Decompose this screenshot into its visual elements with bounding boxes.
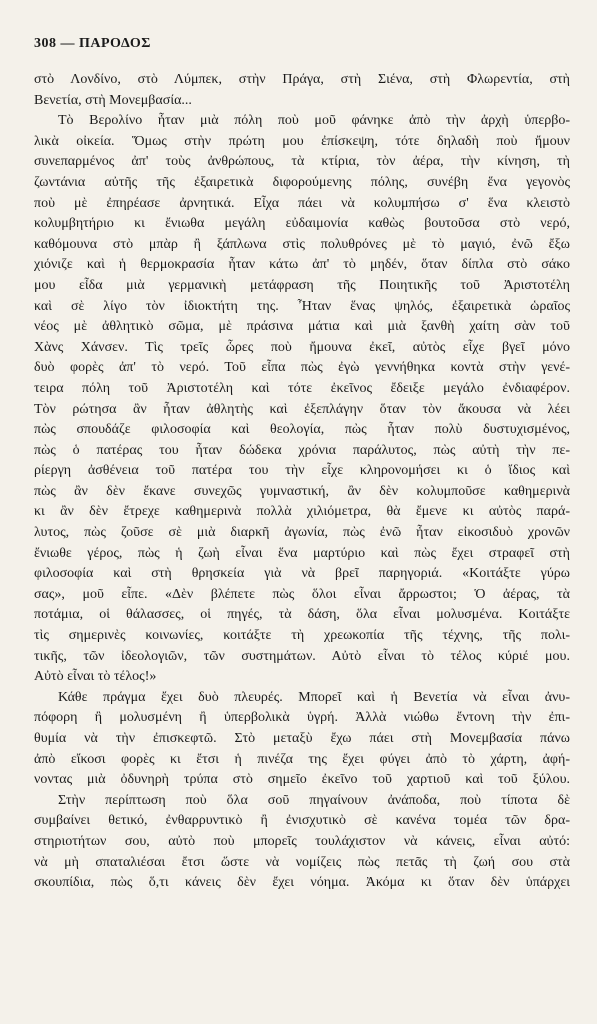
text-line: λικὰ οἰκεία. Ὅμως στὴν πρώτη μου ἐπίσκεψη, τότε δηλαδὴ ποὺ ἤμουν	[34, 133, 570, 149]
text-line: φιλοσοφία καὶ στὴ θρησκεία γιὰ νὰ βρεῖ παρηγοριά. «Κοιτάξτε γύρω	[34, 566, 570, 582]
body-text	[34, 70, 570, 894]
text-line: Βενετία, στὴ Μονεμβασία...	[34, 92, 192, 108]
text-line: πὼς ὁ πατέρας του ἦταν δώδεκα χρόνια παράλυτος, πὼς αὐτὴ τὴν πε-	[34, 442, 570, 458]
text-line: νέος μὲ ἀθλητικὸ σῶμα, μὲ πράσινα μάτια καὶ μιὰ ξανθὴ χαίτη σὰν τοῦ	[34, 319, 570, 335]
text-line: συνεπαρμένος ἀπ' τοὺς ἀνθρώπους, τὰ κτίρια, τὸν ἀέρα, τὴν κίνηση, τὴ	[34, 154, 570, 170]
text-line: ἔνιωθε γέρος, πὼς ἡ ζωὴ εἶναι ἕνα μαρτύριο καὶ πὼς ἔχει στραφεῖ στὴ	[34, 545, 570, 561]
text-line: ποτάμια, οἱ θάλασσες, οἱ πηγές, τὰ δάση, ὅλα εἶναι μολυσμένα. Κοιτάξτε	[34, 607, 570, 623]
text-line: δυὸ φορὲς ἀπ' τὸ νερό. Τοῦ εἶπα πὼς ἐγὼ γεννήθηκα κοντὰ στὴν γενέ-	[34, 360, 570, 376]
text-line: κι ἂν δὲν ἔτρεχε καθημερινὰ πολλὰ χιλιόμετρα, θὰ ἔμενε κι αὐτὸς παρά-	[34, 504, 570, 520]
text-line: Χὰνς Χάνσεν. Τὶς τρεῖς ὧρες ποὺ ἤμουνα ἐκεῖ, αὐτὸς εἶχε βγεῖ μόνο	[34, 339, 570, 355]
text-line: μου εἶδα μιὰ γερμανικὴ μετάφραση τῆς Ποιητικῆς τοῦ Ἀριστοτέλη	[34, 277, 570, 293]
text-line: Τὸν ρώτησα ἂν ἦταν ἀθλητὴς καὶ ἐξεπλάγην ὅταν τὸν ἄκουσα νὰ λέει	[34, 401, 570, 417]
text-line: νὰ μὴ σπαταλιέσαι ἔτσι ὥστε νὰ νομίζεις πὼς πετᾶς τὴ ζωή σου στὰ	[34, 854, 570, 870]
text-line: συμβαίνει θετικό, ἐνθαρρυντικὸ ἢ ἐνισχυτικὸ σὲ κανένα τομέα τῶν δρα-	[34, 813, 570, 829]
text-line: Στὴν περίπτωση ποὺ ὅλα σοῦ πηγαίνουν ἀνάποδα, ποὺ τίποτα δὲ	[58, 792, 570, 808]
text-line: Τὸ Βερολίνο ἦταν μιὰ πόλη ποὺ μοῦ φάνηκε ἀπὸ τὴν ἀρχὴ ὑπερβο-	[58, 113, 570, 129]
text-line: λυτος, πὼς ζοῦσε σὲ μιὰ διαρκῆ ἀγωνία, πὼς ἐνῶ ἦταν εἰκοσιδυὸ χρονῶν	[34, 525, 570, 541]
text-line: ἀπὸ εἴκοσι φορὲς κι ἔτσι ἡ πινέζα της ἔχει φύγει ἀπὸ τὸ χάρτη, ἀφή-	[34, 751, 570, 767]
text-line: χιόνιζε καὶ ἡ θερμοκρασία ἦταν κάτω ἀπ' τὸ μηδέν, ὅταν δίπλα στὸ σάκο	[34, 257, 570, 273]
text-line: καὶ σὲ λίγο τὸν ἰδιοκτήτη της. Ἦταν ἕνας ψηλός, ἐξαιρετικὰ ὡραῖος	[34, 298, 570, 314]
text-line: θυμία νὰ τὴν ἐπισκεφτῶ. Στὸ μεταξὺ ἔχω πάει στὴ Μονεμβασία πάνω	[34, 731, 570, 746]
text-line: τὶς σημερινὲς κοινωνίες, κοιτάξτε τὴ χρεωκοπία τῆς τέχνης, τῆς πολι-	[34, 628, 570, 644]
text-line: ζωντάνια αὐτῆς τῆς ἐξαιρετικὰ διφορούμενης πόλης, συνέβη ἕνα γεγονὸς	[34, 174, 570, 190]
text-line: πὼς ἂν δὲν ἔκανε συνεχῶς γυμναστική, ἂν δὲν κολυμποῦσε καθημερινὰ	[34, 483, 570, 499]
text-line: σας», μοῦ εἶπε. «Δὲν βλέπετε πὼς ὅλοι εἶναι ἄρρωστοι; Ὁ ἀέρας, τὰ	[34, 586, 570, 602]
text-line: Κάθε πράγμα ἔχει δυὸ πλευρές. Μπορεῖ καὶ ἡ Βενετία νὰ εἶναι ἀνυ-	[58, 689, 570, 705]
text-line: στὸ Λονδίνο, στὸ Λύμπεκ, στὴν Πράγα, στὴ Σιένα, στὴ Φλωρεντία, στὴ	[34, 72, 570, 87]
text-line: τικῆς, τῶν ἰδεολογιῶν, τῶν συστημάτων. Αὐτὸ εἶναι τὸ τέλος κύριέ μου.	[34, 648, 570, 664]
text-line: καθόμουνα στὸ μπὰρ ἢ ξάπλωνα στὶς πολυθρόνες μὲ τὸ μαγιό, ἐνῶ ἔξω	[34, 236, 570, 252]
running-head: 308 — ΠΑΡΟΔΟΣ	[34, 36, 151, 51]
text-line: Αὐτὸ εἶναι τὸ τέλος!»	[34, 669, 157, 685]
text-line: τειρα πόλη τοῦ Ἀριστοτέλη καὶ τότε ἐκεῖνος ἔδειξε μεγάλο ἐνδιαφέρον.	[34, 380, 570, 396]
text-line: ρίεργη ἀσθένεια τοῦ πατέρα του τὴν εἶχε κληρονομήσει κι ὁ ἴδιος καὶ	[34, 463, 570, 479]
text-line: κολυμβητήριο κι ἔνιωθα μεγάλη εὐδαιμονία καθὼς βουτοῦσα στὸ νερό,	[34, 216, 570, 232]
text-line: ποὺ μὲ ἐπηρέασε ἀρνητικά. Εἶχα πάει νὰ κολυμπήσω σ' ἕνα κλειστὸ	[34, 195, 570, 211]
text-line: σκουπίδια, πὼς ὅ,τι κάνεις δὲν ἔχει νόημα. Ἀκόμα κι ὅταν δὲν ὑπάρχει	[34, 875, 570, 891]
text-line: νοντας μιὰ ὀδυνηρὴ τρύπα στὸ σημεῖο ἐκεῖνο τοῦ χαρτιοῦ καὶ τοῦ ξύλου.	[34, 772, 570, 788]
text-line: στηριοτήτων σου, αὐτὸ ποὺ μπορεῖς τουλάχιστον νὰ κάνεις, εἶναι αὐτό:	[34, 833, 570, 849]
text-line: πόφορη ἢ μολυσμένη ἢ ὑπερβολικὰ ὑγρή. Ἀλλὰ νιώθω ἔντονη τὴν ἐπι-	[34, 710, 570, 726]
text-line: πὼς σπουδάζε φιλοσοφία καὶ θεολογία, πὼς ἦταν πολὺ δυστυχισμένος,	[34, 422, 570, 438]
